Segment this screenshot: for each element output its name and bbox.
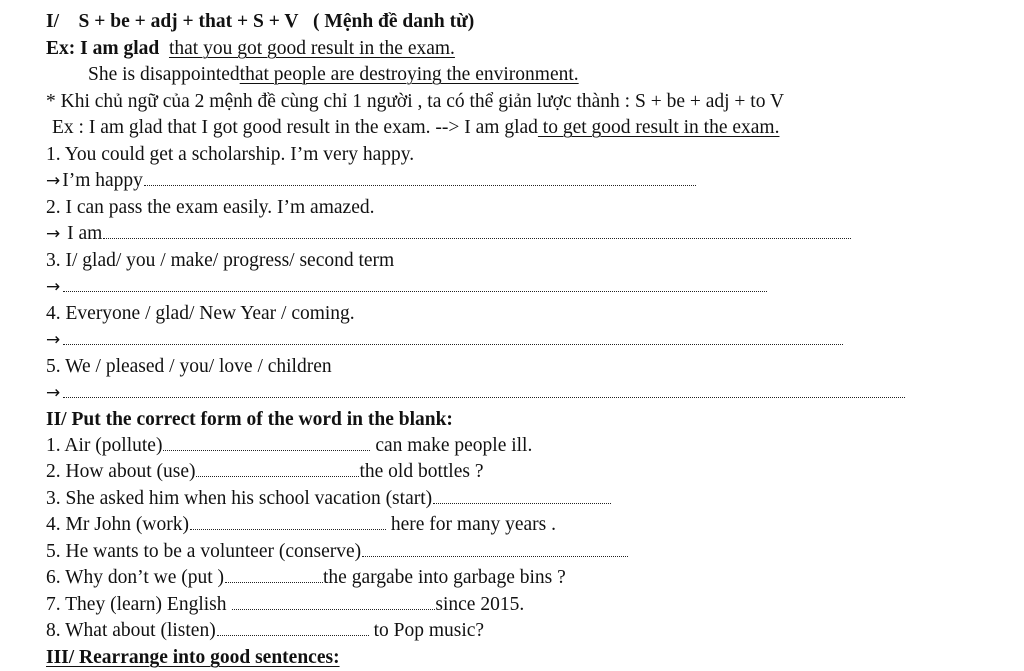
example-3 [52,116,779,140]
item-text-before: 4. Mr John (work) [46,514,189,535]
word-form-item-6 [46,566,566,590]
answer-blank[interactable] [63,396,905,398]
answer-blank[interactable] [232,608,435,610]
exercise-5-prompt: 5. We / pleased / you/ love / children [46,356,332,377]
exercise-2-answer-start: I am [62,223,103,244]
exercise-5-answer-line[interactable] [46,381,905,405]
item-text-after: the gargabe into garbage bins ? [323,567,566,588]
item-text-after: the old bottles ? [359,461,484,482]
answer-blank[interactable] [433,502,611,504]
item-text-before: 8. What about (listen) [46,620,216,641]
example-3-clause: to get good result in the exam. [537,117,780,138]
item-text-before: 5. He wants to be a volunteer (conserve) [46,541,362,562]
answer-blank[interactable] [103,237,851,239]
item-text-before: 2. How about (use) [46,461,196,482]
exercise-1-answer-start: I’m happy [62,170,143,191]
exercise-3-prompt: 3. I/ glad/ you / make/ progress/ second term [46,250,395,271]
arrow-icon: → [46,171,61,191]
section-1-formula: S + be + adj + that + S + V [78,11,299,32]
exercise-1-prompt: 1. You could get a scholarship. I’m very happy. [46,144,415,165]
answer-blank[interactable] [190,528,386,530]
word-form-item-1 [46,434,532,458]
arrow-icon: → [46,224,61,244]
word-form-item-8 [46,619,484,643]
item-text-before: 3. She asked him when his school vacation (start) [46,488,433,509]
word-form-item-2 [46,460,484,484]
item-text-after: can make people ill. [370,435,533,456]
reduction-note: * Khi chủ ngữ của 2 mệnh đề cùng chỉ 1 người , ta có thể giản lược thành : S + be + adj + to V [46,91,785,112]
exercise-4-answer-line[interactable] [46,328,843,352]
word-form-item-7 [46,593,524,617]
example-1-prefix: Ex: I am glad [46,38,160,59]
word-form-item-5 [46,540,628,564]
section-1-number: I/ [46,11,60,32]
exercise-1-answer-line[interactable] [46,169,696,193]
example-2 [88,63,579,87]
item-text-after: here for many years . [385,514,556,535]
exercise-4-prompt: 4. Everyone / glad/ New Year / coming. [46,303,355,324]
section-3-heading: III/ Rearrange into good sentences: [46,647,340,668]
answer-blank[interactable] [163,449,370,451]
answer-blank[interactable] [144,184,696,186]
example-2-prefix: She is disappointed [88,64,240,85]
exercise-3-answer-line[interactable] [46,275,767,299]
answer-blank[interactable] [362,555,628,557]
answer-blank[interactable] [217,634,369,636]
item-text-before: 1. Air (pollute) [46,435,163,456]
item-text-before: 7. They (learn) English [46,594,232,615]
item-text-after: to Pop music? [368,620,485,641]
example-1-clause: that you got good result in the exam. [168,38,455,59]
example-2-clause: that people are destroying the environment. [239,64,579,85]
answer-blank[interactable] [63,290,767,292]
answer-blank[interactable] [225,581,323,583]
answer-blank[interactable] [196,475,359,477]
item-text-after: since 2015. [435,594,525,615]
example-3-prefix: Ex : I am glad that I got good result in the exam. --> I am glad [52,117,538,138]
word-form-item-4 [46,513,556,537]
exercise-2-answer-line[interactable] [46,222,851,246]
answer-blank[interactable] [63,343,843,345]
section-1-note: ( Mệnh đề danh từ) [313,11,475,32]
item-text-before: 6. Why don’t we (put ) [46,567,225,588]
arrow-icon: → [46,383,61,403]
arrow-icon: → [46,277,61,297]
section-2-heading: II/ Put the correct form of the word in the blank: [46,409,453,430]
exercise-2-prompt: 2. I can pass the exam easily. I’m amazed. [46,197,375,218]
section-1-heading [46,10,474,34]
arrow-icon: → [46,330,61,350]
word-form-item-3 [46,487,611,511]
example-1 [46,37,455,61]
